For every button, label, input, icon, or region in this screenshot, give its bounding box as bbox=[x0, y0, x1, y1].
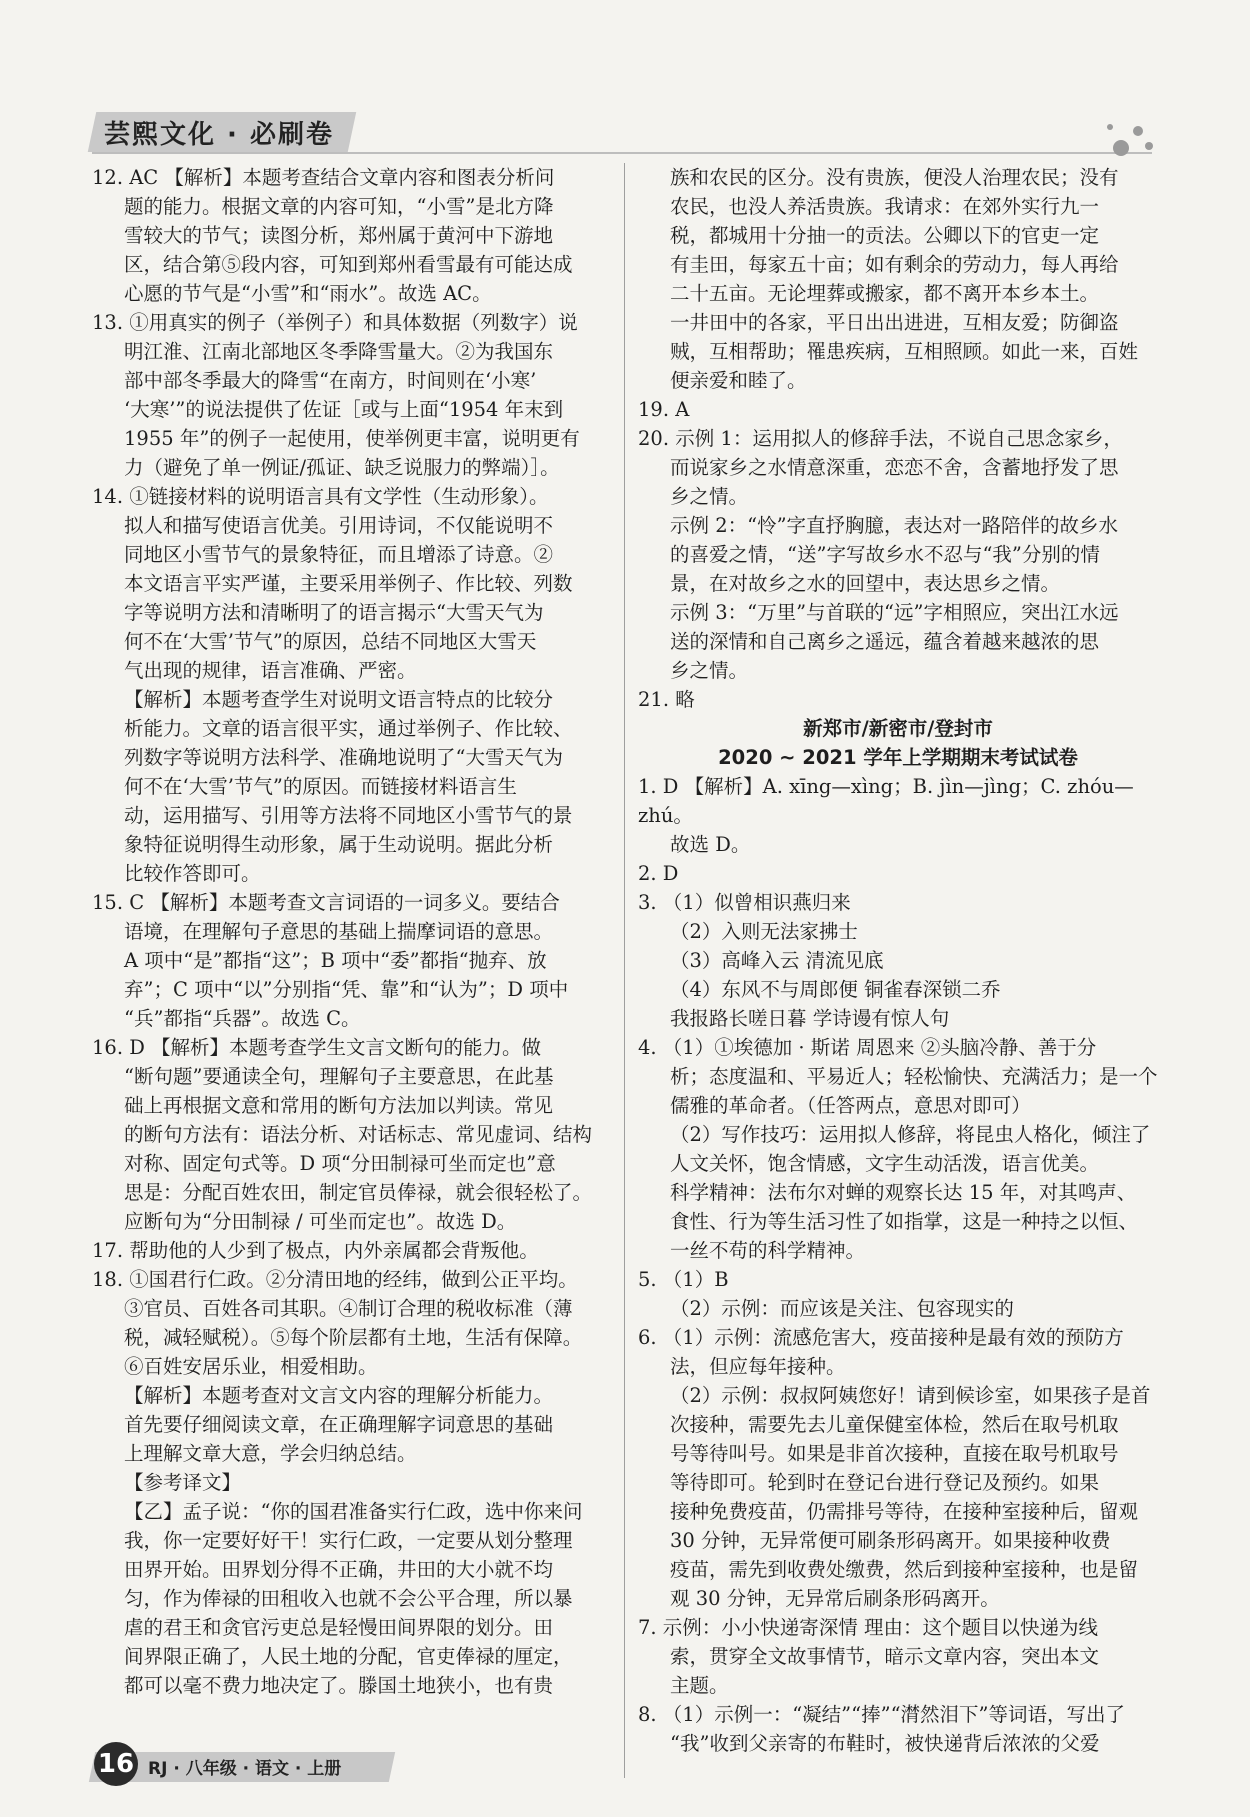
left-column-line: 析能力。文章的语言很平实，通过举例子、作比较、 bbox=[124, 717, 573, 740]
right-column-line: 的喜爱之情，“送”字写故乡水不忍与“我”分别的情 bbox=[670, 543, 1100, 566]
right-column-line: 号等待叫号。如果是非首次接种，直接在取号机取号 bbox=[670, 1442, 1119, 1465]
left-column-line: 明江淮、江南北部地区冬季降雪量大。②为我国东 bbox=[124, 340, 554, 363]
right-column-line: 6. （1）示例：流感危害大，疫苗接种是最有效的预防方 bbox=[638, 1326, 1124, 1349]
right-column-line: （4）东风不与周郎便 铜雀春深锁二乔 bbox=[670, 978, 1001, 1001]
left-column-line: 【参考译文】 bbox=[124, 1471, 242, 1494]
left-column-line: 本文语言平实严谨，主要采用举例子、作比较、列数 bbox=[124, 572, 573, 595]
right-column-line: （2）示例：而应该是关注、包容现实的 bbox=[670, 1297, 1014, 1320]
right-column-line: “我”收到父亲寄的布鞋时，被快递背后浓浓的父爱 bbox=[670, 1732, 1100, 1755]
right-column-line: 一井田中的各家，平日出出进进，互相友爱；防御盗 bbox=[670, 311, 1119, 334]
right-column-line: （2）写作技巧：运用拟人修辞，将昆虫人格化，倾注了 bbox=[670, 1123, 1151, 1146]
right-column-line: 1. D 【解析】A. xīng—xìng；B. jìn—jìng；C. zhóu—zhú。 bbox=[638, 775, 1134, 827]
header-title: 芸熙文化 · 必刷卷 bbox=[104, 120, 334, 150]
right-column-line: 示例 3：“万里”与首联的“远”字相照应，突出江水远 bbox=[670, 601, 1119, 624]
right-column-line: 故选 D。 bbox=[670, 833, 751, 856]
right-column-line: 便亲爱和睦了。 bbox=[670, 369, 807, 392]
left-column-line: 匀，作为俸禄的田租收入也就不会公平合理，所以暴 bbox=[124, 1587, 573, 1610]
left-column-line: 语境，在理解句子意思的基础上揣摩词语的意思。 bbox=[124, 920, 554, 943]
right-column-line: 送的深情和自己离乡之遥远，蕴含着越来越浓的思 bbox=[670, 630, 1100, 653]
right-column-line: 7. 示例：小小快递寄深情 理由：这个题目以快递为线 bbox=[638, 1616, 1099, 1639]
right-column-line: 税，都城用十分抽一的贡法。公卿以下的官吏一定 bbox=[670, 224, 1100, 247]
right-column-line: 观 30 分钟，无异常后刷条形码离开。 bbox=[670, 1587, 1000, 1610]
right-column-line: 景，在对故乡之水的回望中，表达思乡之情。 bbox=[670, 572, 1061, 595]
left-column bbox=[92, 163, 612, 1700]
decorative-dots-icon bbox=[1105, 118, 1165, 158]
right-column-line: 次接种，需要先去儿童保健室体检，然后在取号机取 bbox=[670, 1413, 1119, 1436]
left-column-line: 间界限正确了，人民土地的分配，官吏俸禄的厘定， bbox=[124, 1645, 573, 1668]
footer-label: RJ · 八年级 · 语文 · 上册 bbox=[148, 1759, 342, 1779]
right-column-line: （2）入则无法家拂士 bbox=[670, 920, 858, 943]
right-column-line: 贼，互相帮助；罹患疾病，互相照顾。如此一来，百姓 bbox=[670, 340, 1139, 363]
header-rule bbox=[92, 152, 1152, 154]
right-column-line: 科学精神：法布尔对蝉的观察长达 15 年，对其鸣声、 bbox=[670, 1181, 1137, 1204]
right-column-line: 析；态度温和、平易近人；轻松愉快、充满活力；是一个 bbox=[670, 1065, 1158, 1088]
left-column-line: 应断句为“分田制禄 / 可坐而定也”。故选 D。 bbox=[124, 1210, 517, 1233]
left-column-line: 17. 帮助他的人少到了极点，内外亲属都会背叛他。 bbox=[92, 1239, 539, 1262]
right-column-line: 21. 略 bbox=[638, 688, 695, 711]
left-column-line: 何不在‘大雪’节气”的原因，总结不同地区大雪天 bbox=[124, 630, 537, 653]
right-column-line: 示例 2：“怜”字直抒胸臆，表达对一路陪伴的故乡水 bbox=[670, 514, 1119, 537]
left-column-line: 上理解文章大意，学会归纳总结。 bbox=[124, 1442, 417, 1465]
right-column-line: 食性、行为等生活习性了如指掌，这是一种持之以恒、 bbox=[670, 1210, 1139, 1233]
right-column-line: 8. （1）示例一：“凝结”“捧”“潸然泪下”等词语，写出了 bbox=[638, 1703, 1126, 1726]
right-column-line: 我报路长嗟日暮 学诗谩有惊人句 bbox=[670, 1007, 950, 1030]
left-column-line: 【乙】孟子说：“你的国君准备实行仁政，选中你来问 bbox=[124, 1500, 583, 1523]
left-column-line: 12. AC 【解析】本题考查结合文章内容和图表分析问 bbox=[92, 166, 555, 189]
left-column-line: 部中部冬季最大的降雪“在南方，时间则在‘小寒’ bbox=[124, 369, 537, 392]
left-column-line: 1955 年”的例子一起使用，使举例更丰富，说明更有 bbox=[124, 427, 580, 450]
left-column-line: 字等说明方法和清晰明了的语言揭示“大雪天气为 bbox=[124, 601, 544, 624]
right-column-line: 乡之情。 bbox=[670, 659, 749, 682]
left-column-line: 心愿的节气是“小雪”和“雨水”。故选 AC。 bbox=[124, 282, 492, 305]
left-column-line: 首先要仔细阅读文章，在正确理解字词意思的基础 bbox=[124, 1413, 554, 1436]
right-column-line: 19. A bbox=[638, 398, 690, 421]
right-column bbox=[638, 163, 1158, 1758]
right-column-line: 新郑市/新密市/登封市 bbox=[803, 717, 993, 740]
left-column-line: 我，你一定要好好干！实行仁政，一定要从划分整理 bbox=[124, 1529, 573, 1552]
left-column-line: 气出现的规律，语言准确、严密。 bbox=[124, 659, 417, 682]
right-column-line: 人文关怀，饱含情感，文字生动活泼，语言优美。 bbox=[670, 1152, 1100, 1175]
left-column-line: ⑥百姓安居乐业，相爱相助。 bbox=[124, 1355, 378, 1378]
left-column-line: 何不在‘大雪’节气”的原因。而链接材料语言生 bbox=[124, 775, 517, 798]
left-column-line: 同地区小雪节气的景象特征，而且增添了诗意。② bbox=[124, 543, 554, 566]
right-column-line: 2020 ~ 2021 学年上学期期末考试试卷 bbox=[718, 746, 1078, 769]
left-column-line: “兵”都指“兵器”。故选 C。 bbox=[124, 1007, 361, 1030]
left-column-line: 思是：分配百姓农田，制定官员俸禄，就会很轻松了。 bbox=[124, 1181, 593, 1204]
right-column-line: 疫苗，需先到收费处缴费，然后到接种室接种，也是留 bbox=[670, 1558, 1139, 1581]
right-column-line: 30 分钟，无异常便可刷条形码离开。如果接种收费 bbox=[670, 1529, 1111, 1552]
left-column-line: 弃”；C 项中“以”分别指“凭、靠”和“认为”；D 项中 bbox=[124, 978, 569, 1001]
left-column-line: “断句题”要通读全句，理解句子主要意思，在此基 bbox=[124, 1065, 554, 1088]
left-column-line: 13. ①用真实的例子（举例子）和具体数据（列数字）说 bbox=[92, 311, 578, 334]
right-column-line: 索，贯穿全文故事情节，暗示文章内容，突出本文 bbox=[670, 1645, 1100, 1668]
left-column-line: 18. ①国君行仁政。②分清田地的经纬，做到公正平均。 bbox=[92, 1268, 578, 1291]
left-column-line: 题的能力。根据文章的内容可知，“小雪”是北方降 bbox=[124, 195, 554, 218]
left-column-line: 动，运用描写、引用等方法将不同地区小雪节气的景 bbox=[124, 804, 573, 827]
left-column-line: 虐的君王和贪官污吏总是轻慢田间界限的划分。田 bbox=[124, 1616, 554, 1639]
right-column-line: 法，但应每年接种。 bbox=[670, 1355, 846, 1378]
right-column-line: 族和农民的区分。没有贵族，便没人治理农民；没有 bbox=[670, 166, 1119, 189]
page-number: 16 bbox=[94, 1742, 138, 1786]
right-column-line: 2. D bbox=[638, 862, 679, 885]
left-column-line: 【解析】本题考查学生对说明文语言特点的比较分 bbox=[124, 688, 554, 711]
left-column-line: 15. C 【解析】本题考查文言词语的一词多义。要结合 bbox=[92, 891, 560, 914]
right-column-line: 等待即可。轮到时在登记台进行登记及预约。如果 bbox=[670, 1471, 1100, 1494]
left-column-line: 拟人和描写使语言优美。引用诗词，不仅能说明不 bbox=[124, 514, 554, 537]
left-column-line: 础上再根据文意和常用的断句方法加以判读。常见 bbox=[124, 1094, 554, 1117]
right-column-line: 儒雅的革命者。（任答两点，意思对即可） bbox=[670, 1094, 1031, 1117]
left-column-line: 比较作答即可。 bbox=[124, 862, 261, 885]
left-column-line: 对称、固定句式等。D 项“分田制禄可坐而定也”意 bbox=[124, 1152, 556, 1175]
right-column-line: （2）示例：叔叔阿姨您好！请到候诊室，如果孩子是首 bbox=[670, 1384, 1151, 1407]
right-column-line: 主题。 bbox=[670, 1674, 729, 1697]
left-column-line: 的断句方法有：语法分析、对话标志、常见虚词、结构 bbox=[124, 1123, 593, 1146]
left-column-line: 【解析】本题考查对文言文内容的理解分析能力。 bbox=[124, 1384, 554, 1407]
left-column-line: 雪较大的节气；读图分析，郑州属于黄河中下游地 bbox=[124, 224, 554, 247]
right-column-line: 一丝不苟的科学精神。 bbox=[670, 1239, 866, 1262]
right-column-line: （3）高峰入云 清流见底 bbox=[670, 949, 884, 972]
right-column-line: 有圭田，每家五十亩；如有剩余的劳动力，每人再给 bbox=[670, 253, 1119, 276]
left-column-line: ‘大寒’”的说法提供了佐证［或与上面“1954 年末到 bbox=[124, 398, 564, 421]
left-column-line: 田界开始。田界划分得不正确，井田的大小就不均 bbox=[124, 1558, 554, 1581]
left-column-line: 力（避免了单一例证/孤证、缺乏说服力的弊端）］。 bbox=[124, 456, 560, 479]
right-column-line: 二十五亩。无论埋葬或搬家，都不离开本乡本土。 bbox=[670, 282, 1100, 305]
left-column-line: 14. ①链接材料的说明语言具有文学性（生动形象）。 bbox=[92, 485, 549, 508]
left-column-line: 都可以毫不费力地决定了。滕国土地狭小，也有贵 bbox=[124, 1674, 554, 1697]
right-column-line: 20. 示例 1：运用拟人的修辞手法，不说自己思念家乡， bbox=[638, 427, 1123, 450]
column-divider bbox=[624, 163, 625, 1778]
left-column-line: 区，结合第⑤段内容，可知到郑州看雪最有可能达成 bbox=[124, 253, 573, 276]
left-column-line: A 项中“是”都指“这”；B 项中“委”都指“抛弃、放 bbox=[124, 949, 547, 972]
right-column-line: 4. （1）①埃德加 · 斯诺 周恩来 ②头脑冷静、善于分 bbox=[638, 1036, 1097, 1059]
right-column-line: 5. （1）B bbox=[638, 1268, 729, 1291]
left-column-line: 列数字等说明方法科学、准确地说明了“大雪天气为 bbox=[124, 746, 563, 769]
right-column-line: 乡之情。 bbox=[670, 485, 749, 508]
right-column-line: 接种免费疫苗，仍需排号等待，在接种室接种后，留观 bbox=[670, 1500, 1139, 1523]
right-column-line: 而说家乡之水情意深重，恋恋不舍，含蓄地抒发了思 bbox=[670, 456, 1119, 479]
left-column-line: 16. D 【解析】本题考查学生文言文断句的能力。做 bbox=[92, 1036, 542, 1059]
right-column-line: 农民，也没人养活贵族。我请求：在郊外实行九一 bbox=[670, 195, 1100, 218]
left-column-line: 税，减轻赋税）。⑤每个阶层都有土地，生活有保障。 bbox=[124, 1326, 583, 1349]
left-column-line: 象特征说明得生动形象，属于生动说明。据此分析 bbox=[124, 833, 554, 856]
left-column-line: ③官员、百姓各司其职。④制订合理的税收标准（薄 bbox=[124, 1297, 573, 1320]
right-column-line: 3. （1）似曾相识燕归来 bbox=[638, 891, 851, 914]
